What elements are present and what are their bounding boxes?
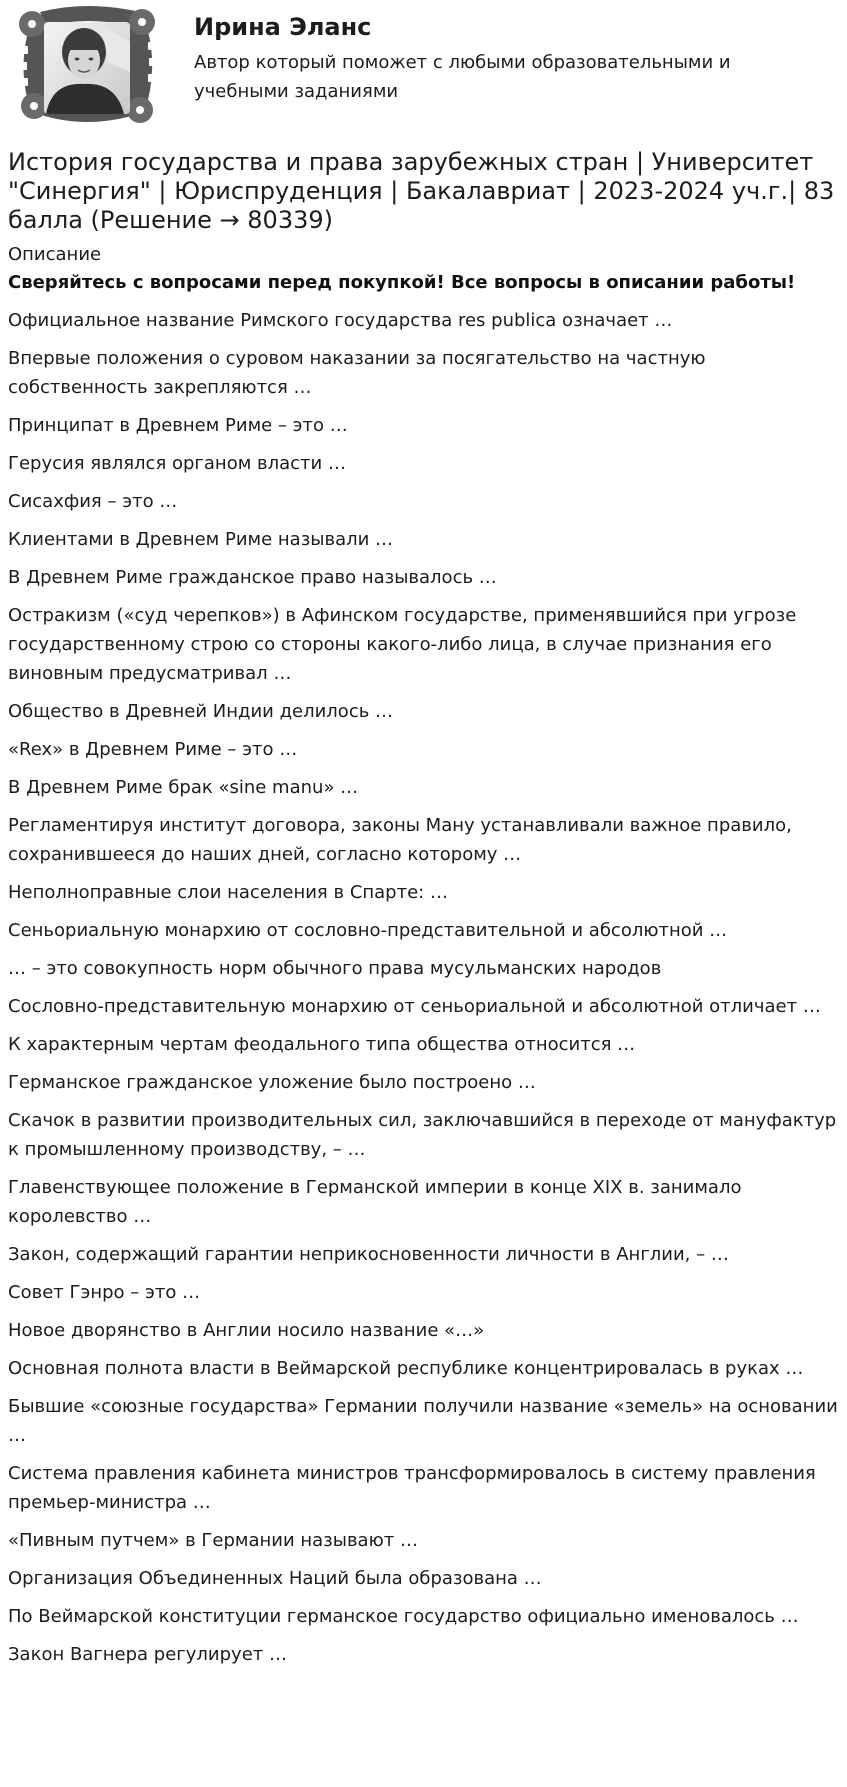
question-item: Неполноправные слои населения в Спарте: …	[8, 882, 448, 903]
question-item: «Rex» в Древнем Риме – это …	[8, 739, 298, 760]
question-item: Бывшие «союзные государства» Германии получили название «земель» на основании …	[8, 1396, 838, 1446]
question-item: Общество в Древней Индии делилось …	[8, 701, 394, 722]
question-item: Совет Гэнро – это …	[8, 1282, 201, 1303]
author-avatar[interactable]	[12, 2, 162, 132]
question-item: Сословно-представительную монархию от сеньориальной и абсолютной отличает …	[8, 996, 821, 1017]
question-item: Новое дворянство в Англии носило название «…»	[8, 1320, 485, 1341]
question-item: Главенствующее положение в Германской империи в конце XIX в. занимало королевство …	[8, 1177, 742, 1227]
work-title: История государства и права зарубежных стран | Университет "Синергия" | Юриспруденция | Бакалавриат | 2023-2024 уч.г.| 83 балла (Решение → 80339)	[8, 148, 835, 234]
question-item: Регламентируя институт договора, законы Ману устанавливали важное правило, сохранившееся до наших дней, согласно которому …	[8, 815, 792, 865]
question-item: … – это совокупность норм обычного права мусульманских народов	[8, 958, 662, 979]
author-name[interactable]: Ирина Эланс	[194, 13, 372, 41]
question-item: В Древнем Риме гражданское право называлось …	[8, 567, 497, 588]
question-item: Закон Вагнера регулирует …	[8, 1644, 287, 1665]
question-item: Герусия являлся органом власти …	[8, 453, 346, 474]
question-item: Организация Объединенных Наций была образована …	[8, 1568, 542, 1589]
question-item: Сеньориальную монархию от сословно-представительной и абсолютной …	[8, 920, 728, 941]
question-item: По Веймарской конституции германское государство официально именовалось …	[8, 1606, 799, 1627]
author-bio: Автор который поможет с любыми образовательными и учебными заданиями	[194, 52, 731, 102]
question-item: Клиентами в Древнем Риме называли …	[8, 529, 394, 550]
question-item: К характерным чертам феодального типа общества относится …	[8, 1034, 636, 1055]
question-item: Основная полнота власти в Веймарской республике концентрировалась в руках …	[8, 1358, 804, 1379]
questions-list	[8, 306, 843, 1669]
question-item: Закон, содержащий гарантии неприкосновенности личности в Англии, – …	[8, 1244, 729, 1265]
question-item: «Пивным путчем» в Германии называют …	[8, 1530, 418, 1551]
description-warning: Сверяйтесь с вопросами перед покупкой! Все вопросы в описании работы!	[8, 272, 796, 293]
description-label: Описание	[8, 244, 102, 265]
question-item: В Древнем Риме брак «sine manu» …	[8, 777, 359, 798]
question-item: Скачок в развитии производительных сил, заключавшийся в переходе от мануфактур к промышленному производству, – …	[8, 1110, 837, 1160]
question-item: Германское гражданское уложение было построено …	[8, 1072, 536, 1093]
question-item: Впервые положения о суровом наказании за посягательство на частную собственность закрепляются …	[8, 348, 706, 398]
question-item: Принципат в Древнем Риме – это …	[8, 415, 348, 436]
question-item: Официальное название Римского государства res publica означает …	[8, 310, 673, 331]
question-item: Система правления кабинета министров трансформировалось в систему правления премьер-министра …	[8, 1463, 816, 1513]
author-block	[8, 0, 839, 136]
question-item: Сисахфия – это …	[8, 491, 178, 512]
question-item: Остракизм («суд черепков») в Афинском государстве, применявшийся при угрозе государственному строю со стороны какого-либо лица, в случае признания его виновным предусматривал …	[8, 605, 797, 684]
